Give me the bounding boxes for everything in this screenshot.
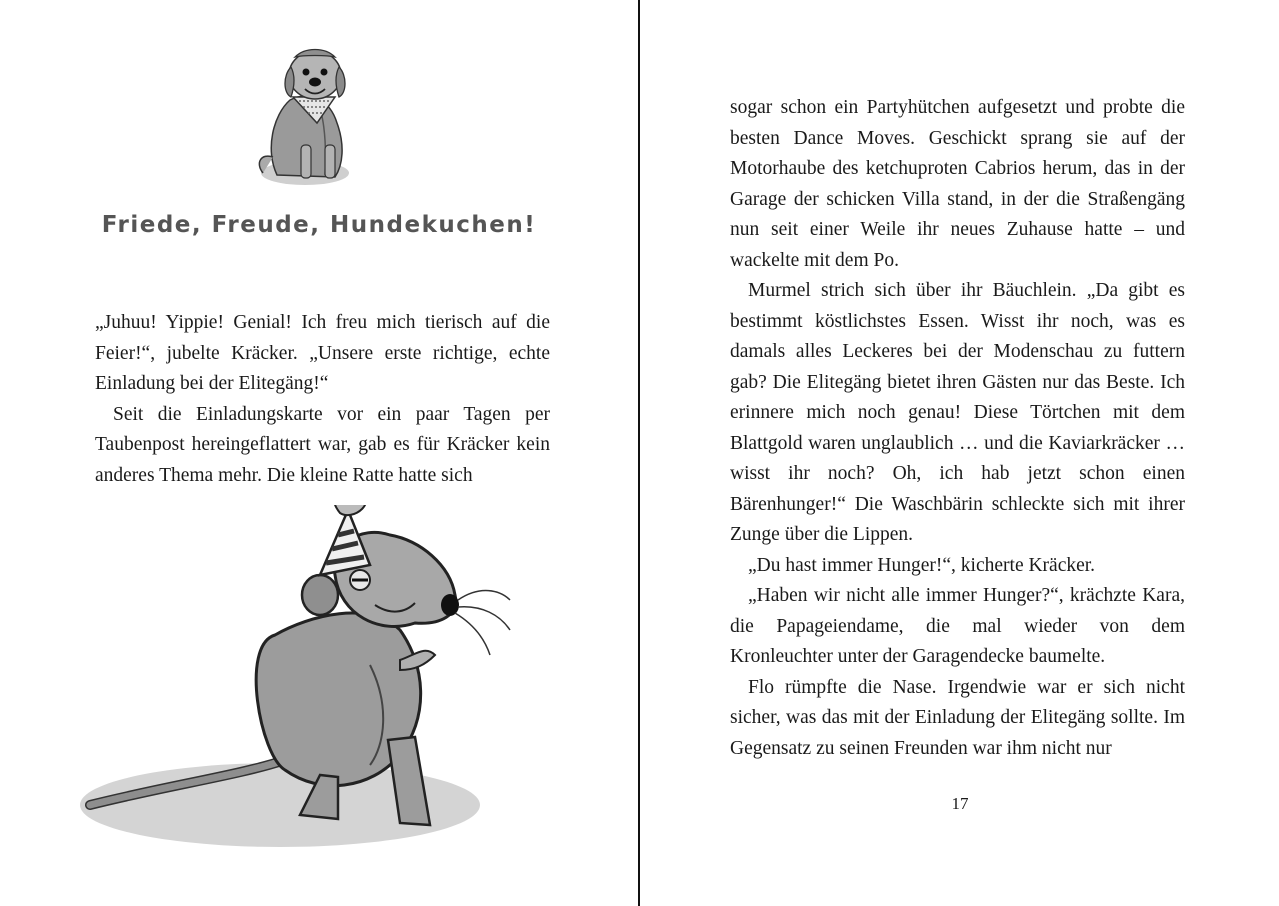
- page-number: 17: [951, 794, 969, 813]
- dog-illustration: [255, 45, 361, 190]
- paragraph: „Juhuu! Yippie! Genial! Ich freu mich tierisch auf die Feier!“, jubelte Kräcker. „Unsere erste richtige, echte Einladung bei der Elitegäng!“: [95, 312, 550, 394]
- paragraph: Seit die Einladungskarte vor ein paar Tagen per Taubenpost hereingeflattert war, gab es für Kräcker kein anderes Thema mehr. Die kleine Ratte hatte sich: [95, 403, 550, 486]
- left-page-text: [95, 308, 550, 491]
- paragraph: Flo rümpfte die Nase. Irgendwie war er sich nicht sicher, was das mit der Einladung der Elitegäng sollte. Im Gegensatz zu seinen Freunden war ihm nicht nur: [730, 676, 1185, 759]
- paragraph: „Haben wir nicht alle immer Hunger?“, krächzte Kara, die Papageiendame, die mal wieder von dem Kronleuchter unter der Garagendecke baumelte.: [730, 585, 1185, 667]
- rat-illustration: [70, 505, 550, 855]
- left-page: [0, 0, 638, 906]
- paragraph: sogar schon ein Partyhütchen aufgesetzt und probte die besten Dance Moves. Geschickt sprang sie auf der Motorhaube des ketchuproten Cabrios herum, das in der Garage der schicken Villa stand, in der die Straßengäng nun seit einer Weile ihr neues Zuhause hatte – und wackelte mit dem Po.: [730, 97, 1185, 271]
- paragraph: Murmel strich sich über ihr Bäuchlein. „Da gibt es bestimmt köstlichstes Essen. Wisst ihr noch, was es damals alles Leckeres bei der Modenschau zu futtern gab? Die Elitegäng bietet ihren Gästen nur das Beste. Ich erinnere mich noch genau! Diese Törtchen mit dem Blattgold waren unglaublich … und die Kaviarkräcker … wisst ihr noch? Oh, ich hab jetzt schon einen Bärenhunger!“ Die Waschbärin schleckte sich mit ihrer Zunge über die Lippen.: [730, 280, 1185, 545]
- right-page: [640, 0, 1279, 906]
- right-page-text: [730, 93, 1185, 764]
- paragraph: „Du hast immer Hunger!“, kicherte Kräcker.: [748, 554, 1096, 576]
- chapter-title: Friede, Freude, Hundekuchen!: [101, 212, 537, 238]
